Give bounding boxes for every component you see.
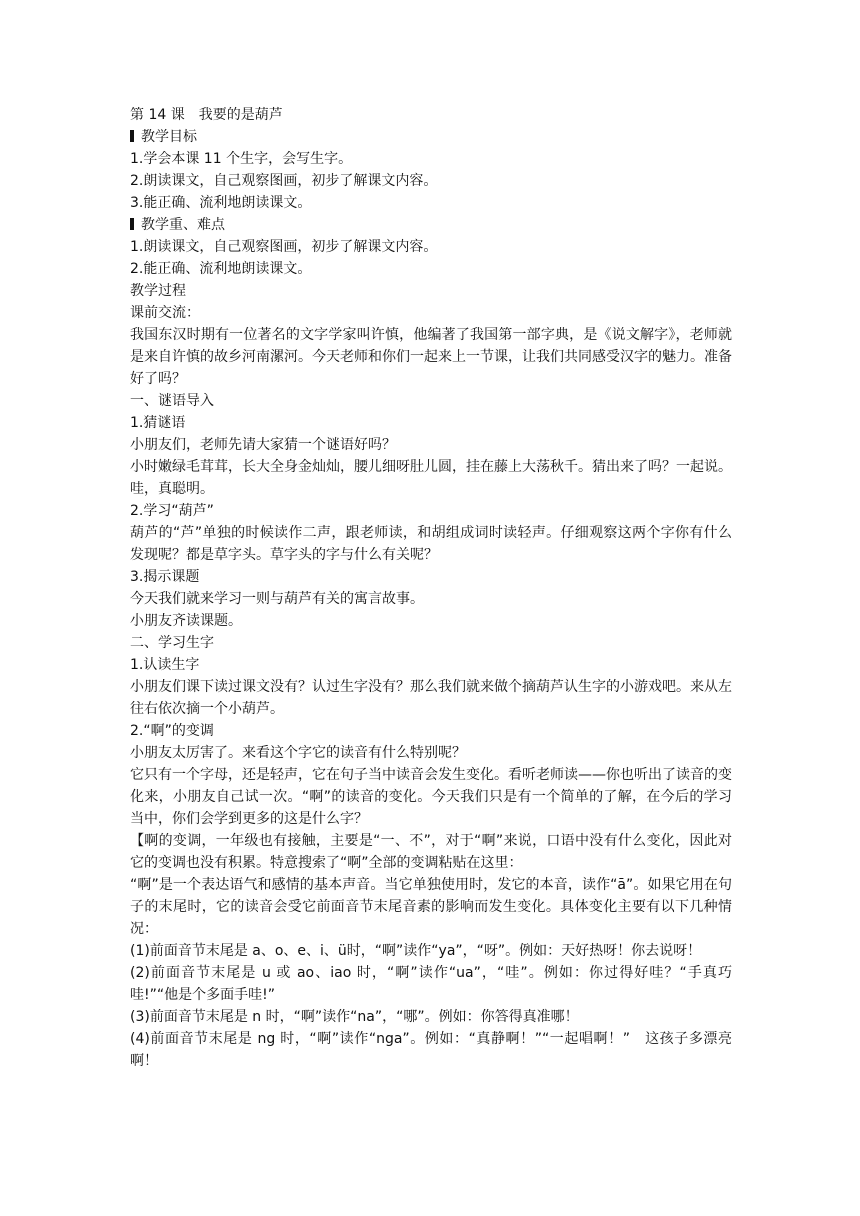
a-tone-paragraph: 它只有一个字母，还是轻声，它在句子当中读音会发生变化。看听老师读——你也听出了读音的变化来，小朋友自己试一次。“啊”的读音的变化。今天我们只是有一个简单的了解，在今后的学习当中，你们会学到更多的这是什么字？ bbox=[130, 767, 732, 827]
rule-item: (1)前面音节末尾是 a、o、e、i、ü时，“啊”读作“ya”，“呀”。例如：天好热呀！你去说呀！ bbox=[130, 943, 702, 959]
riddle-heading: 1.猜谜语 bbox=[130, 415, 186, 431]
reveal-title-heading: 3.揭示课题 bbox=[130, 569, 200, 585]
goal-item: 3.能正确、流利地朗读课文。 bbox=[130, 195, 312, 211]
section-heading-key-points bbox=[130, 214, 732, 236]
read-characters-paragraph: 小朋友们课下读过课文没有？认过生字没有？那么我们就来做个摘葫芦认生字的小游戏吧。来从左往右依次摘一个小葫芦。 bbox=[130, 679, 732, 717]
preclass-paragraph: 我国东汉时期有一位著名的文字学家叫许慎，他编著了我国第一部字典，是《说文解字》，老师就是来自许慎的故乡河南漯河。今天老师和你们一起来上一节课，让我们共同感受汉字的魅力。准备好了吗？ bbox=[130, 327, 732, 387]
section-heading-key-points-text: 教学重、难点 bbox=[141, 217, 225, 233]
a-tone-intro: 小朋友太厉害了。来看这个字它的读音有什么特别呢？ bbox=[130, 745, 466, 761]
read-title-text: 小朋友齐读课题。 bbox=[130, 613, 242, 629]
rule-item: (4)前面音节末尾是 ng 时，“啊”读作“nga”。例如：“真静啊！”“一起唱啊！” 这孩子多漂亮啊！ bbox=[130, 1031, 732, 1069]
part1-heading: 一、谜语导入 bbox=[130, 393, 214, 409]
part2-heading: 二、学习生字 bbox=[130, 635, 214, 651]
rule-item: (3)前面音节末尾是 n 时，“啊”读作“na”，“哪”。例如：你答得真准哪！ bbox=[130, 1009, 579, 1025]
reveal-title-text: 今天我们就来学习一则与葫芦有关的寓言故事。 bbox=[130, 591, 424, 607]
key-point-item: 1.朗读课文，自己观察图画，初步了解课文内容。 bbox=[130, 239, 438, 255]
rule-item: (2)前面音节末尾是 u 或 ao、iao 时，“啊”读作“ua”，“哇”。例如：你过得好哇？“手真巧哇!”“他是个多面手哇!” bbox=[130, 965, 732, 1003]
document-page bbox=[130, 104, 732, 1072]
section-heading-goals-text: 教学目标 bbox=[141, 129, 197, 145]
note-paragraph: 【啊的变调，一年级也有接触，主要是“一、不”，对于“啊”来说，口语中没有什么变化，因此对它的变调也没有积累。特意搜索了“啊”全部的变调粘贴在这里： bbox=[130, 833, 732, 871]
goal-item: 2.朗读课文，自己观察图画，初步了解课文内容。 bbox=[130, 173, 438, 189]
process-heading: 教学过程 bbox=[130, 283, 186, 299]
goal-item: 1.学会本课 11 个生字，会写生字。 bbox=[130, 151, 353, 167]
hulu-heading: 2.学习“葫芦” bbox=[130, 503, 214, 519]
riddle-text: 小时嫩绿毛茸茸，长大全身金灿灿，腰儿细呀肚儿圆，挂在藤上大荡秋千。猜出来了吗？一起说。哇，真聪明。 bbox=[130, 459, 732, 497]
a-tone-heading: 2.“啊”的变调 bbox=[130, 723, 214, 739]
a-intro-paragraph: “啊”是一个表达语气和感情的基本声音。当它单独使用时，发它的本音，读作“ā”。如果它用在句子的末尾时，它的读音会受它前面音节末尾音素的影响而发生变化。具体变化主要有以下几种情况： bbox=[130, 877, 732, 937]
lesson-title: 第 14 课 我要的是葫芦 bbox=[130, 107, 283, 123]
section-heading-goals bbox=[130, 126, 732, 148]
key-point-item: 2.能正确、流利地朗读课文。 bbox=[130, 261, 312, 277]
read-characters-heading: 1.认读生字 bbox=[130, 657, 200, 673]
hulu-paragraph: 葫芦的“芦”单独的时候读作二声，跟老师读，和胡组成词时读轻声。仔细观察这两个字你有什么发现呢？都是草字头。草字头的字与什么有关呢？ bbox=[130, 525, 732, 563]
preclass-heading: 课前交流： bbox=[130, 305, 200, 321]
riddle-intro: 小朋友们，老师先请大家猜一个谜语好吗？ bbox=[130, 437, 396, 453]
